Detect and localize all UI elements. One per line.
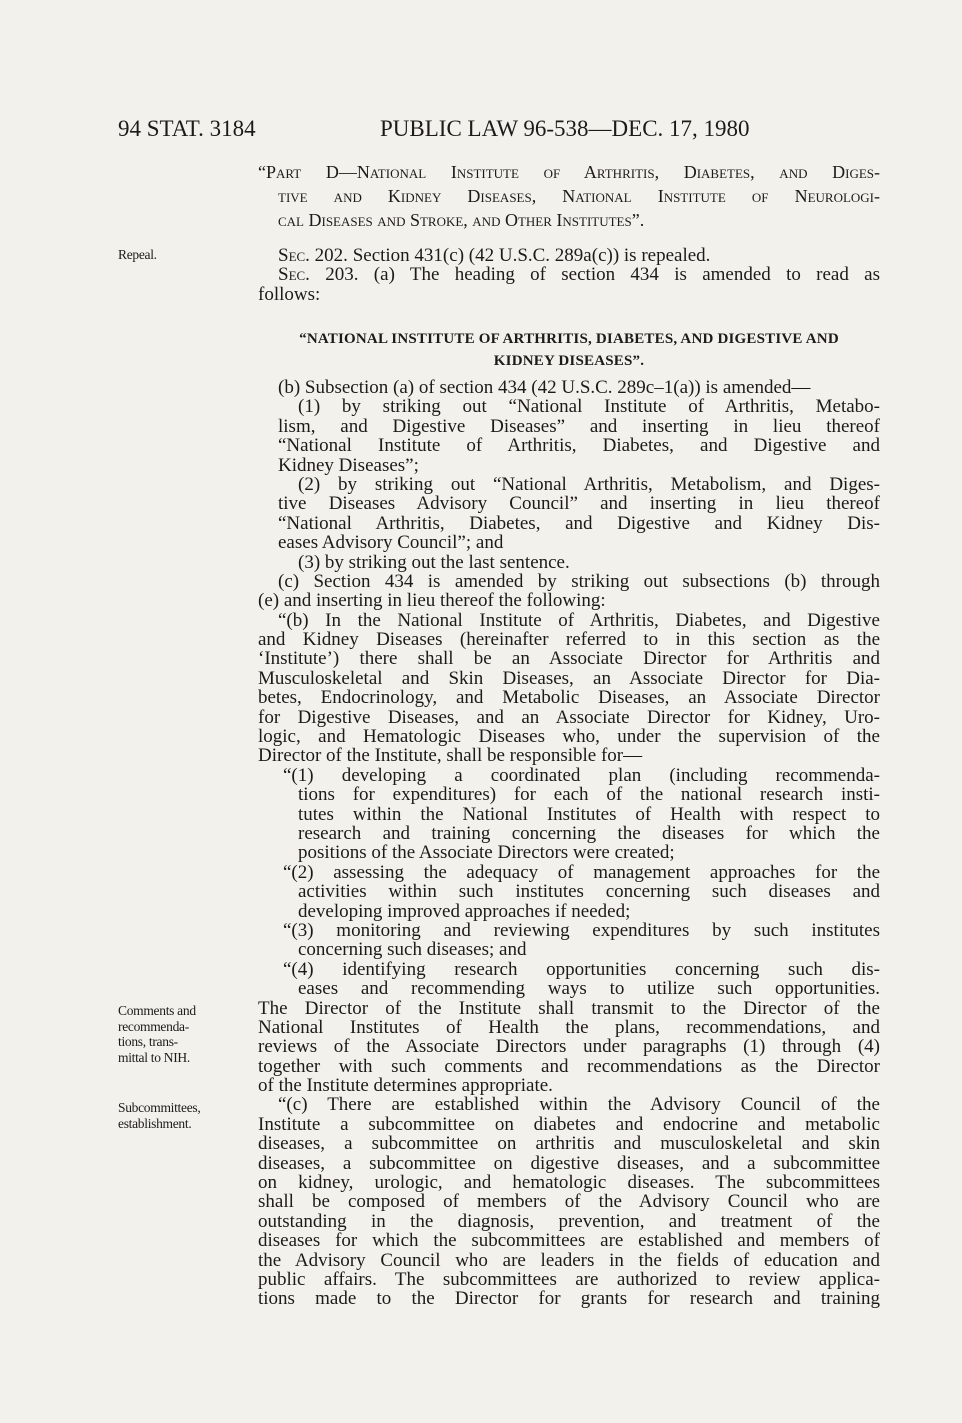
margin-note-line: establishment. [118, 1115, 192, 1131]
part-heading-line: tive and Kidney Diseases, National Institute of Neurologi- [278, 186, 880, 206]
body-line: National Institutes of Health the plans, recommendations, and [258, 1016, 880, 1038]
margin-note-line: tions, trans- [118, 1034, 178, 1049]
margin-note-line: recommenda- [118, 1018, 189, 1034]
margin-note-line: mittal to NIH. [118, 1049, 190, 1065]
body-line: tions made to the Director for grants for research and training [258, 1288, 880, 1310]
body-line: logic, and Hematologic Diseases who, under the supervision of the [258, 726, 880, 748]
body-line: “(1) developing a coordinated plan (including recommenda- [283, 764, 880, 786]
body-line: on kidney, urologic, and hematologic diseases. The subcommittees [258, 1172, 880, 1194]
body-line: (2) by striking out “National Arthritis, Metabolism, and Diges- [298, 473, 880, 495]
body-line: diseases, a subcommittee on digestive diseases, and a subcommittee [258, 1152, 880, 1174]
section-text: (a) The heading of section 434 is amended to read as [358, 264, 881, 286]
body-line: (3) by striking out the last sentence. [298, 551, 570, 573]
body-line: “National Arthritis, Diabetes, and Digestive and Kidney Dis- [278, 512, 880, 534]
body-line: and Kidney Diseases (hereinafter referred to in this section as the [258, 629, 880, 651]
body-line: research and training concerning the diseases for which the [298, 822, 880, 844]
margin-note-comments [118, 1003, 196, 1065]
body-line: “National Institute of Arthritis, Diabetes, and Digestive and [278, 435, 880, 457]
body-line: Musculoskeletal and Skin Diseases, an Associate Director for Dia- [258, 667, 880, 689]
body-line: tutes within the National Institutes of Health with respect to [298, 803, 880, 825]
body-line: Director of the Institute, shall be responsible for— [258, 745, 643, 767]
body-line: Institute a subcommittee on diabetes and endocrine and metabolic [258, 1113, 880, 1135]
body-line: (c) Section 434 is amended by striking out subsections (b) through [278, 570, 880, 592]
body-line: (b) Subsection (a) of section 434 (42 U.S.C. 289c–1(a)) is amended— [278, 377, 811, 398]
section-label: Sec. 202. [278, 245, 348, 266]
section-202 [258, 246, 880, 265]
margin-note-line: Subcommittees, [118, 1100, 201, 1115]
body-line: diseases for which the subcommittees are established and members of [258, 1230, 880, 1252]
body-line: positions of the Associate Directors were created; [298, 842, 675, 864]
body-line: reviews of the Associate Directors under paragraphs (1) through (4) [258, 1036, 880, 1058]
part-d-heading [258, 160, 880, 232]
margin-note-line: Comments and [118, 1003, 196, 1018]
body-line: tions for expenditures) for each of the national research insti- [298, 784, 880, 806]
body-line: eases Advisory Council”; and [278, 532, 504, 554]
body-line: eases and recommending ways to utilize such opportunities. [298, 978, 880, 1000]
margin-note-subcommittees [118, 1100, 200, 1131]
body-line: (1) by striking out “National Institute of Arthritis, Metabo- [298, 396, 880, 418]
stat-page-number: 94 STAT. 3184 [118, 116, 256, 141]
body-line: together with such comments and recommendations as the Director [258, 1055, 880, 1077]
section-203-continuation: follows: [258, 283, 321, 305]
body-line: activities within such institutes concerning such diseases and [298, 881, 880, 903]
running-head-title: PUBLIC LAW 96-538—DEC. 17, 1980 [380, 116, 750, 141]
body-line: for Digestive Diseases, and an Associate Director for Kidney, Uro- [258, 706, 880, 728]
section-label: Sec. 203. [278, 264, 359, 286]
body-line: public affairs. The subcommittees are authorized to review applica- [258, 1268, 880, 1290]
body-line: concerning such diseases; and [298, 939, 527, 961]
body-line: “(3) monitoring and reviewing expenditures by such institutes [283, 919, 880, 941]
sections-202-203 [258, 246, 880, 304]
body-line: of the Institute determines appropriate. [258, 1075, 553, 1097]
centered-heading-line: “NATIONAL INSTITUTE OF ARTHRITIS, DIABETES, AND DIGESTIVE AND [299, 331, 839, 347]
body-line: shall be composed of members of the Advisory Council who are [258, 1191, 880, 1213]
part-heading-line: “Part D—National Institute of Arthritis, Diabetes, and Diges- [258, 162, 880, 182]
body-line: diseases, a subcommittee on arthritis and musculoskeletal and skin [258, 1133, 880, 1155]
section-text: Section 431(c) (42 U.S.C. 289a(c)) is repealed. [347, 245, 711, 266]
part-heading-line: cal Diseases and Stroke, and Other Institutes”. [278, 210, 645, 230]
body-line: tive Diseases Advisory Council” and inserting in lieu thereof [278, 493, 880, 515]
centered-heading-line: KIDNEY DISEASES”. [493, 353, 645, 369]
body-line: Kidney Diseases”; [278, 454, 419, 476]
section-203 [258, 265, 880, 284]
body-line: developing improved approaches if needed; [298, 900, 631, 922]
margin-note-line: Repeal. [118, 247, 157, 262]
body-line: “(2) assessing the adequacy of management approaches for the [283, 861, 880, 883]
body-line: “(4) identifying research opportunities concerning such dis- [283, 958, 880, 980]
body-line: “(c) There are established within the Advisory Council of the [278, 1094, 880, 1116]
body-line: betes, Endocrinology, and Metabolic Diseases, an Associate Director [258, 687, 880, 709]
centered-heading [258, 328, 880, 372]
margin-note-repeal [118, 247, 157, 263]
body-line: (e) and inserting in lieu thereof the following: [258, 590, 606, 612]
body-line: ‘Institute’) there shall be an Associate Director for Arthritis and [258, 648, 880, 670]
body-text [258, 378, 880, 1309]
body-line: outstanding in the diagnosis, prevention, and treatment of the [258, 1210, 880, 1232]
body-line: “(b) In the National Institute of Arthritis, Diabetes, and Digestive [278, 609, 880, 631]
body-line: lism, and Digestive Diseases” and inserting in lieu thereof [278, 415, 880, 437]
body-line: the Advisory Council who are leaders in the fields of education and [258, 1249, 880, 1271]
body-line: The Director of the Institute shall transmit to the Director of the [258, 997, 880, 1019]
